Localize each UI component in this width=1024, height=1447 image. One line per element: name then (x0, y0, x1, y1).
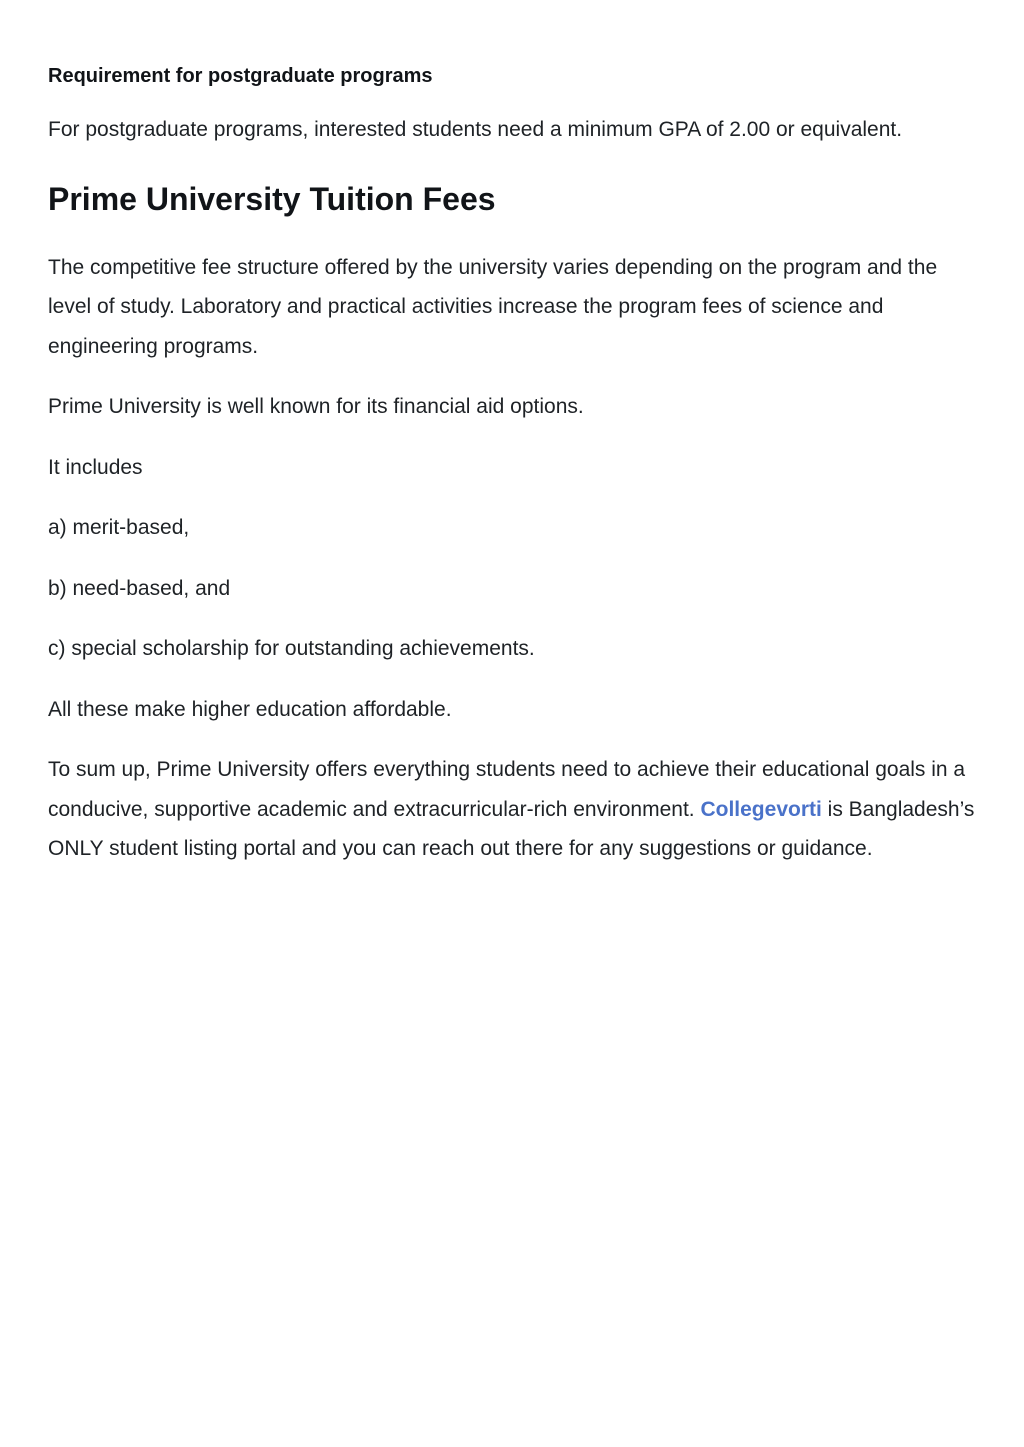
summary-text-before: To sum up, Prime University offers everything students need to achieve their educational goals in a conducive, supportive academic and extracurricular-rich environment. (48, 758, 966, 821)
list-item-need: b) need-based, and (48, 576, 231, 600)
tuition-fees-title: Prime University Tuition Fees (48, 180, 496, 217)
fee-structure-paragraph: The competitive fee structure offered by the university varies depending on the program and the level of study. Laboratory and practical activities increase the program fees of science and engineering programs. (48, 255, 938, 358)
postgrad-requirement-text: For postgraduate programs, interested students need a minimum GPA of 2.00 or equivalent. (48, 118, 903, 141)
collegevorti-link[interactable]: Collegevorti (700, 797, 822, 821)
summary-text-after: is Bangladesh’s ONLY student listing portal and you can reach out there for any suggestions or guidance. (48, 797, 975, 860)
postgrad-requirement-heading: Requirement for postgraduate programs (48, 65, 433, 87)
article-body (48, 0, 978, 869)
summary-paragraph (48, 750, 978, 869)
list-item-special: c) special scholarship for outstanding achievements. (48, 637, 535, 660)
affordable-paragraph: All these make higher education affordable. (48, 697, 452, 721)
includes-label: It includes (48, 455, 143, 479)
list-item-merit: a) merit-based, (48, 516, 190, 539)
financial-aid-paragraph: Prime University is well known for its financial aid options. (48, 395, 584, 418)
